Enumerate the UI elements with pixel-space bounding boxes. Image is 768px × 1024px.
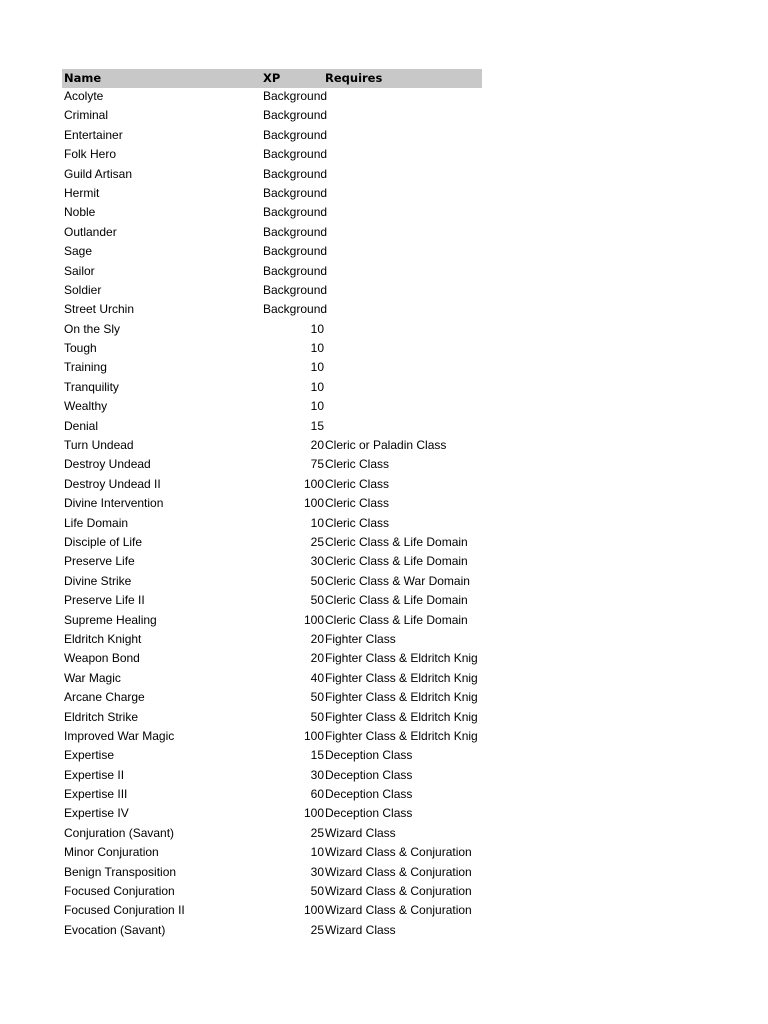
table-row bbox=[62, 359, 482, 378]
cell-xp: Background bbox=[263, 244, 328, 259]
cell-xp: 100 bbox=[303, 476, 324, 491]
cell-requires: Deception Class bbox=[325, 767, 413, 782]
table-row bbox=[62, 418, 482, 437]
cell-requires: Cleric Class & War Domain bbox=[325, 573, 470, 588]
table-row bbox=[62, 88, 482, 107]
cell-requires: Wizard Class bbox=[325, 825, 396, 840]
cell-name: On the Sly bbox=[64, 321, 121, 336]
cell-requires: Wizard Class bbox=[325, 922, 396, 937]
cell-name: Disciple of Life bbox=[64, 534, 143, 549]
table-row bbox=[62, 902, 482, 921]
table-row bbox=[62, 107, 482, 126]
spreadsheet-table bbox=[62, 69, 482, 941]
cell-xp: 10 bbox=[310, 515, 324, 530]
cell-xp: 100 bbox=[303, 903, 324, 918]
cell-requires: Cleric Class & Life Domain bbox=[325, 612, 468, 627]
cell-xp: 20 bbox=[310, 631, 324, 646]
cell-name: Sage bbox=[64, 244, 93, 259]
table-row bbox=[62, 224, 482, 243]
table-row bbox=[62, 495, 482, 514]
cell-requires: Fighter Class & Eldritch Knig bbox=[325, 690, 478, 705]
table-row bbox=[62, 805, 482, 824]
cell-name: Expertise bbox=[64, 748, 115, 763]
table-row bbox=[62, 243, 482, 262]
cell-requires: Wizard Class & Conjuration bbox=[325, 864, 472, 879]
cell-name: Supreme Healing bbox=[64, 612, 157, 627]
table-row bbox=[62, 592, 482, 611]
cell-name: Sailor bbox=[64, 263, 95, 278]
table-row bbox=[62, 340, 482, 359]
cell-requires: Deception Class bbox=[325, 748, 413, 763]
cell-xp: 10 bbox=[310, 845, 324, 860]
cell-name: Minor Conjuration bbox=[64, 845, 159, 860]
table-row bbox=[62, 747, 482, 766]
table-row bbox=[62, 398, 482, 417]
table-body bbox=[62, 88, 482, 941]
cell-xp: 25 bbox=[310, 825, 324, 840]
cell-name: Denial bbox=[64, 418, 99, 433]
cell-name: Tranquility bbox=[64, 379, 119, 394]
table-row bbox=[62, 922, 482, 941]
cell-xp: Background bbox=[263, 108, 328, 123]
table-row bbox=[62, 709, 482, 728]
table-row bbox=[62, 476, 482, 495]
cell-xp: 30 bbox=[310, 767, 324, 782]
cell-xp: Background bbox=[263, 166, 328, 181]
cell-xp: 25 bbox=[310, 534, 324, 549]
cell-name: Eldritch Strike bbox=[64, 709, 139, 724]
cell-name: Arcane Charge bbox=[64, 690, 145, 705]
cell-requires: Cleric Class & Life Domain bbox=[325, 593, 468, 608]
header-row bbox=[62, 69, 482, 88]
cell-xp: 100 bbox=[303, 728, 324, 743]
cell-name: Benign Transposition bbox=[64, 864, 177, 879]
cell-xp: 15 bbox=[310, 418, 324, 433]
cell-name: Divine Intervention bbox=[64, 496, 164, 511]
header-requires: Requires bbox=[325, 71, 383, 85]
table-row bbox=[62, 515, 482, 534]
cell-requires: Deception Class bbox=[325, 787, 413, 802]
table-row bbox=[62, 166, 482, 185]
cell-xp: 50 bbox=[310, 709, 324, 724]
cell-xp: 60 bbox=[310, 787, 324, 802]
cell-requires: Cleric Class bbox=[325, 476, 390, 491]
table-row bbox=[62, 670, 482, 689]
table-row bbox=[62, 612, 482, 631]
cell-xp: 10 bbox=[310, 321, 324, 336]
cell-requires: Wizard Class & Conjuration bbox=[325, 845, 472, 860]
cell-name: Focused Conjuration II bbox=[64, 903, 185, 918]
table-row bbox=[62, 437, 482, 456]
cell-xp: 30 bbox=[310, 554, 324, 569]
cell-xp: 10 bbox=[310, 341, 324, 356]
table-row bbox=[62, 185, 482, 204]
cell-name: Criminal bbox=[64, 108, 109, 123]
cell-requires: Fighter Class & Eldritch Knig bbox=[325, 651, 478, 666]
cell-name: Street Urchin bbox=[64, 302, 135, 317]
cell-requires: Cleric or Paladin Class bbox=[325, 438, 447, 453]
table-row bbox=[62, 127, 482, 146]
table-row bbox=[62, 321, 482, 340]
table-row bbox=[62, 689, 482, 708]
cell-name: Expertise II bbox=[64, 767, 125, 782]
cell-name: Guild Artisan bbox=[64, 166, 133, 181]
cell-name: Soldier bbox=[64, 282, 102, 297]
table-row bbox=[62, 204, 482, 223]
cell-name: Turn Undead bbox=[64, 438, 134, 453]
cell-name: Expertise III bbox=[64, 787, 128, 802]
cell-xp: Background bbox=[263, 302, 328, 317]
cell-name: Eldritch Knight bbox=[64, 631, 142, 646]
cell-name: Entertainer bbox=[64, 127, 123, 142]
cell-xp: 100 bbox=[303, 496, 324, 511]
cell-name: Noble bbox=[64, 205, 96, 220]
cell-xp: 50 bbox=[310, 593, 324, 608]
cell-name: Conjuration (Savant) bbox=[64, 825, 175, 840]
table-row bbox=[62, 146, 482, 165]
table-row bbox=[62, 534, 482, 553]
table-row bbox=[62, 883, 482, 902]
cell-xp: 50 bbox=[310, 690, 324, 705]
cell-requires: Cleric Class & Life Domain bbox=[325, 554, 468, 569]
cell-name: Training bbox=[64, 360, 107, 375]
table-row bbox=[62, 301, 482, 320]
cell-xp: Background bbox=[263, 89, 328, 103]
cell-name: Weapon Bond bbox=[64, 651, 140, 666]
table-row bbox=[62, 553, 482, 572]
cell-xp: 10 bbox=[310, 360, 324, 375]
cell-xp: 25 bbox=[310, 922, 324, 937]
cell-name: Outlander bbox=[64, 224, 117, 239]
cell-requires: Fighter Class bbox=[325, 631, 396, 646]
cell-xp: 20 bbox=[310, 651, 324, 666]
cell-xp: Background bbox=[263, 205, 328, 220]
table-row bbox=[62, 631, 482, 650]
cell-name: Divine Strike bbox=[64, 573, 132, 588]
table-row bbox=[62, 573, 482, 592]
cell-name: War Magic bbox=[64, 670, 121, 685]
cell-requires: Wizard Class & Conjuration bbox=[325, 884, 472, 899]
cell-name: Wealthy bbox=[64, 399, 108, 414]
cell-requires: Fighter Class & Eldritch Knig bbox=[325, 709, 478, 724]
header-xp: XP bbox=[263, 71, 281, 85]
table-row bbox=[62, 786, 482, 805]
cell-name: Focused Conjuration bbox=[64, 884, 175, 899]
cell-requires: Cleric Class & Life Domain bbox=[325, 534, 468, 549]
cell-name: Evocation (Savant) bbox=[64, 922, 166, 937]
cell-name: Folk Hero bbox=[64, 147, 117, 162]
cell-name: Destroy Undead II bbox=[64, 476, 161, 491]
table-row bbox=[62, 825, 482, 844]
cell-requires: Cleric Class bbox=[325, 496, 390, 511]
table-row bbox=[62, 282, 482, 301]
cell-name: Improved War Magic bbox=[64, 728, 175, 743]
cell-xp: 100 bbox=[303, 806, 324, 821]
cell-requires: Fighter Class & Eldritch Knig bbox=[325, 670, 478, 685]
table-row bbox=[62, 728, 482, 747]
cell-requires: Cleric Class bbox=[325, 457, 390, 472]
cell-name: Destroy Undead bbox=[64, 457, 151, 472]
table-row bbox=[62, 456, 482, 475]
cell-requires: Fighter Class & Eldritch Knig bbox=[325, 728, 478, 743]
cell-name: Preserve Life bbox=[64, 554, 135, 569]
table-row bbox=[62, 767, 482, 786]
cell-name: Preserve Life II bbox=[64, 593, 145, 608]
cell-name: Hermit bbox=[64, 185, 100, 200]
table-row bbox=[62, 844, 482, 863]
cell-name: Life Domain bbox=[64, 515, 129, 530]
table-row bbox=[62, 379, 482, 398]
cell-xp: 10 bbox=[310, 399, 324, 414]
cell-requires: Wizard Class & Conjuration bbox=[325, 903, 472, 918]
cell-xp: 10 bbox=[310, 379, 324, 394]
cell-xp: Background bbox=[263, 282, 328, 297]
cell-xp: Background bbox=[263, 224, 328, 239]
cell-name: Acolyte bbox=[64, 89, 104, 103]
cell-xp: 15 bbox=[310, 748, 324, 763]
header-name: Name bbox=[64, 71, 102, 85]
cell-xp: 75 bbox=[310, 457, 324, 472]
cell-xp: 50 bbox=[310, 573, 324, 588]
table-row bbox=[62, 864, 482, 883]
cell-requires: Deception Class bbox=[325, 806, 413, 821]
cell-xp: 30 bbox=[310, 864, 324, 879]
cell-name: Expertise IV bbox=[64, 806, 129, 821]
cell-xp: 50 bbox=[310, 884, 324, 899]
cell-xp: Background bbox=[263, 127, 328, 142]
table-row bbox=[62, 263, 482, 282]
cell-xp: 100 bbox=[303, 612, 324, 627]
cell-xp: 20 bbox=[310, 438, 324, 453]
cell-requires: Cleric Class bbox=[325, 515, 390, 530]
cell-xp: Background bbox=[263, 147, 328, 162]
cell-xp: Background bbox=[263, 185, 328, 200]
table-row bbox=[62, 650, 482, 669]
cell-name: Tough bbox=[64, 341, 97, 356]
cell-xp: 40 bbox=[310, 670, 324, 685]
cell-xp: Background bbox=[263, 263, 328, 278]
